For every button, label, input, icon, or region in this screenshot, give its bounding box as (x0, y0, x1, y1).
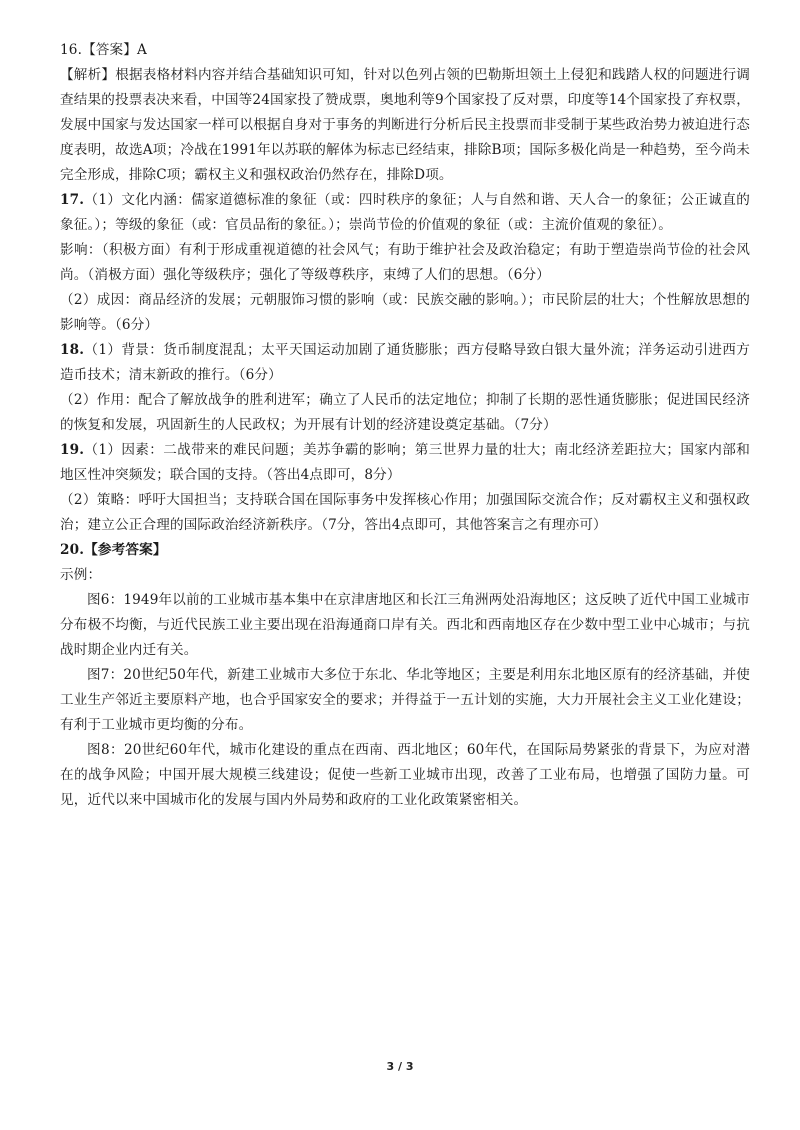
q16-analysis: 【解析】根据表格材料内容并结合基础知识可知，针对以色列占领的巴勒斯坦领土上侵犯和践踏人权的问题进行调查结果的投票表决来看，中国等24国家投了赞成票，奥地利等9个国家投了反对票，印度等14个国家投了弃权票，发展中国家与发达国家一样可以根据自身对于事务的判断进行分析后民主投票而非受制于某些政治势力被迫进行态度表明，故选A项；冷战在1991年以苏联的解体为标志已经结束，排除B项；国际多极化尚是一种趋势，至今尚未完全形成，排除C项；霸权主义和强权政治仍然存在，排除D项。 (60, 67, 750, 183)
page-number: 3 / 3 (386, 1060, 414, 1073)
q18-part2: （2）作用：配合了解放战争的胜利进军；确立了人民币的法定地位；抑制了长期的恶性通货膨胀；促进国民经济的恢复和发展，巩固新生的人民政权；为开展有计划的经济建设奠定基础。（7分） (60, 392, 750, 433)
q20-fig8: 图8：20世纪60年代，城市化建设的重点在西南、西北地区；60年代，在国际局势紧张的背景下，为应对潜在的战争风险；中国开展大规模三线建设；促使一些新工业城市出现，改善了工业布局，也增强了国防力量。可见，近代以来中国城市化的发展与国内外局势和政府的工业化政策紧密相关。 (60, 742, 750, 808)
q16-answer: 16.【答案】A (60, 42, 148, 58)
q19-part1 (60, 438, 750, 488)
q17-impact: 影响：（积极方面）有利于形成重视道德的社会风气；有助于维护社会及政治稳定；有助于塑造崇尚节俭的社会风尚。（消极方面）强化等级秩序；强化了等级尊秩序，束缚了人们的思想。（6分） (60, 242, 750, 283)
q19-part2: （2）策略：呼吁大国担当；支持联合国在国际事务中发挥核心作用；加强国际交流合作；反对霸权主义和强权政治；建立公正合理的国际政治经济新秩序。（7分，答出4点即可，其他答案言之有理亦可） (60, 492, 750, 533)
q20-fig7: 图7：20世纪50年代，新建工业城市大多位于东北、华北等地区；主要是利用东北地区原有的经济基础，并使工业生产邻近主要原料产地，也合乎国家安全的要求；并得益于一五计划的实施，大力开展社会主义工业化建设；有利于工业城市更均衡的分布。 (60, 667, 750, 733)
q20-example-label: 示例： (60, 567, 102, 583)
answer-sheet (60, 38, 750, 813)
q17-part2: （2）成因：商品经济的发展；元朝服饰习惯的影响（或：民族交融的影响。）；市民阶层的壮大；个性解放思想的影响等。（6分） (60, 292, 750, 333)
q18-part1-text: （1）背景：货币制度混乱；太平天国运动加剧了通货膨胀；西方侵略导致白银大量外流；洋务运动引进西方造币技术；清末新政的推行。（6分） (60, 342, 750, 383)
q19-number: 19. (60, 442, 85, 458)
q17-part1-text: （1）文化内涵：儒家道德标准的象征（或：四时秩序的象征；人与自然和谐、天人合一的象征；公正诚直的象征。）；等级的象征（或：官员品衔的象征。）；崇尚节俭的价值观的象征（或：主流价值观的象征）。 (60, 192, 750, 233)
q20-heading: 20.【参考答案】 (60, 542, 167, 558)
q17-number: 17. (60, 192, 85, 208)
q17-part1 (60, 188, 750, 238)
q18-part1 (60, 338, 750, 388)
q20-fig6: 图6：1949年以前的工业城市基本集中在京津唐地区和长江三角洲两处沿海地区；这反映了近代中国工业城市分布极不均衡，与近代民族工业主要出现在沿海通商口岸有关。西北和西南地区存在少数中型工业中心城市；与抗战时期企业内迁有关。 (60, 592, 750, 658)
q19-part1-text: （1）因素：二战带来的难民问题；美苏争霸的影响；第三世界力量的壮大；南北经济差距拉大；国家内部和地区性冲突频发；联合国的支持。（答出4点即可，8分） (60, 442, 750, 483)
q18-number: 18. (60, 342, 85, 358)
